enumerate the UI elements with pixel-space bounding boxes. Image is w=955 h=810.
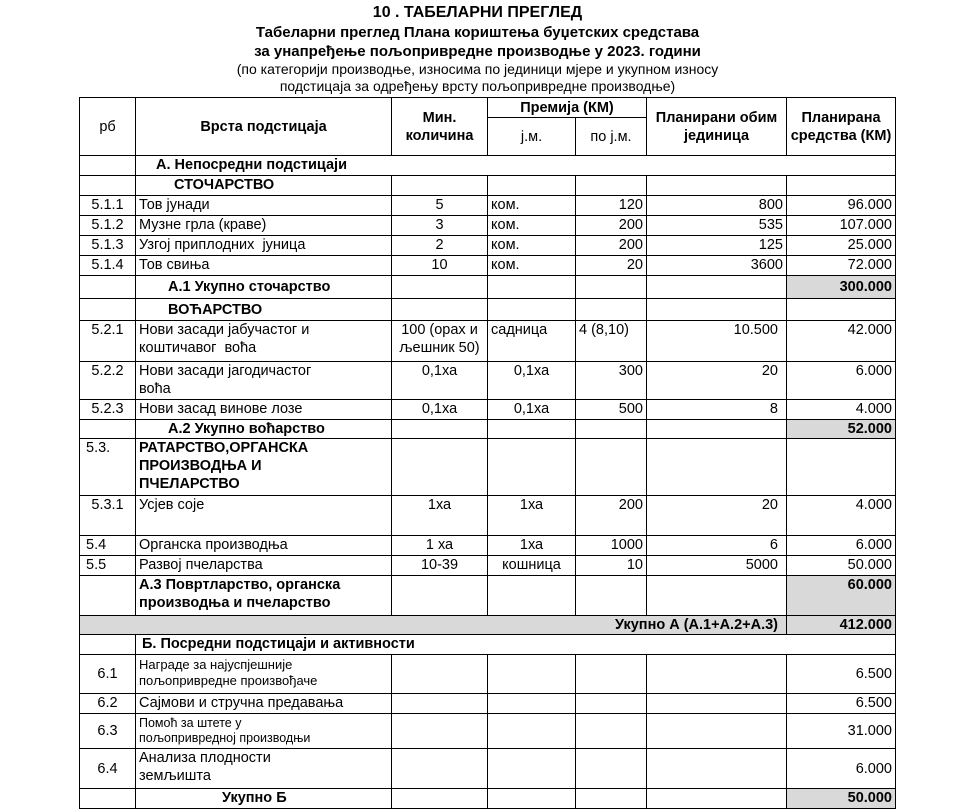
total-b-value: 50.000 <box>787 789 896 809</box>
section-a-row <box>80 156 896 176</box>
total-a1-value: 300.000 <box>787 276 896 299</box>
header-min-qty: Мин. количина <box>392 98 488 156</box>
section-b-row <box>80 635 896 655</box>
total-a3-label: А.3 Повртларство, органска производња и пчеларство <box>136 576 392 616</box>
total-a-label: Укупно А (А.1+А.2+А.3) <box>80 616 787 635</box>
fruit-heading: ВОЋАРСТВО <box>136 299 392 321</box>
header-premium: Премија (КМ) <box>488 98 647 118</box>
header-planned-funds: Планирана средства (КМ) <box>787 98 896 156</box>
header-per-unit: по ј.м. <box>576 118 647 156</box>
total-b-label: Укупно Б <box>136 789 392 809</box>
table-subtitle: (по категорији производње, износима по јединици мјере и укупном износу <box>236 61 719 77</box>
fruit-heading-row <box>80 299 896 321</box>
subsidy-table <box>79 97 896 809</box>
title-block <box>0 0 955 95</box>
table-title-line2: за унапређење пољопривредне производње у 2023. години <box>254 43 701 60</box>
total-a2-label: А.2 Укупно воћарство <box>136 420 392 439</box>
header-type: Врста подстицаја <box>136 98 392 156</box>
total-a2-row <box>80 420 896 439</box>
total-a3-value: 60.000 <box>787 576 896 616</box>
table-subtitle-line2: подстицаја за одређењу врсту пољопривредне производње) <box>279 78 676 94</box>
table-row: 6.1 Награде за најуспјешније пољопривредне произвођаче 6.500 <box>80 655 896 694</box>
crop-heading: РАТАРСТВО,ОРГАНСКА ПРОИЗВОДЊА И ПЧЕЛАРСТВО <box>136 439 392 496</box>
livestock-heading-row <box>80 176 896 196</box>
total-a1-row <box>80 276 896 299</box>
header-planned-volume: Планирани обим јединица <box>647 98 787 156</box>
table-row: 5.2.1 Нови засади јабучастог и коштичавог воћа 100 (орах и љешник 50) садница 4 (8,10) 10.500 42.000 <box>80 321 896 362</box>
section-a-title: А. Непосредни подстицаји <box>136 156 896 176</box>
header-rb: рб <box>80 98 136 156</box>
total-b-row <box>80 789 896 809</box>
table-row: 5.3.1 Усјев соје 1ха 1ха 200 20 4.000 <box>80 496 896 536</box>
header-unit: ј.м. <box>488 118 576 156</box>
table-row: 5.1.2 Музне грла (краве) 3 ком. 200 535 107.000 <box>80 216 896 236</box>
table-title: Табеларни преглед Плана кориштења буџетских средстава <box>255 24 700 41</box>
crop-heading-row: 5.3. РАТАРСТВО,ОРГАНСКА ПРОИЗВОДЊА И ПЧЕЛАРСТВО <box>80 439 896 496</box>
table-row: 6.2 Сајмови и стручна предавања 6.500 <box>80 694 896 714</box>
livestock-heading: СТОЧАРСТВО <box>136 176 392 196</box>
total-a3-row <box>80 576 896 616</box>
table-row: 6.4 Анализа плодности земљишта 6.000 <box>80 749 896 789</box>
table-row: 5.1.4 Тов свиња 10 ком. 20 3600 72.000 <box>80 256 896 276</box>
total-a-value: 412.000 <box>787 616 896 635</box>
document-title: 10 . ТАБЕЛАРНИ ПРЕГЛЕД <box>372 4 583 21</box>
table-row: 5.1.1 Тов јунади 5 ком. 120 800 96.000 <box>80 196 896 216</box>
table-row: 5.2.3 Нови засад винове лозе 0,1ха 0,1ха 500 8 4.000 <box>80 400 896 420</box>
table-row: 5.4 Органска производња 1 ха 1ха 1000 6 6.000 <box>80 536 896 556</box>
total-a1-label: А.1 Укупно сточарство <box>136 276 392 299</box>
total-a-row <box>80 616 896 635</box>
table-row: 5.2.2 Нови засади јагодичастог воћа 0,1ха 0,1ха 300 20 6.000 <box>80 362 896 400</box>
table-row: 5.5 Развој пчеларства 10-39 кошница 10 5000 50.000 <box>80 556 896 576</box>
table-row: 6.3 Помоћ за штете у пољопривредној производњи 31.000 <box>80 714 896 749</box>
total-a2-value: 52.000 <box>787 420 896 439</box>
section-b-title: Б. Посредни подстицаји и активности <box>136 635 896 655</box>
table-row: 5.1.3 Узгој приплодних јуница 2 ком. 200 125 25.000 <box>80 236 896 256</box>
